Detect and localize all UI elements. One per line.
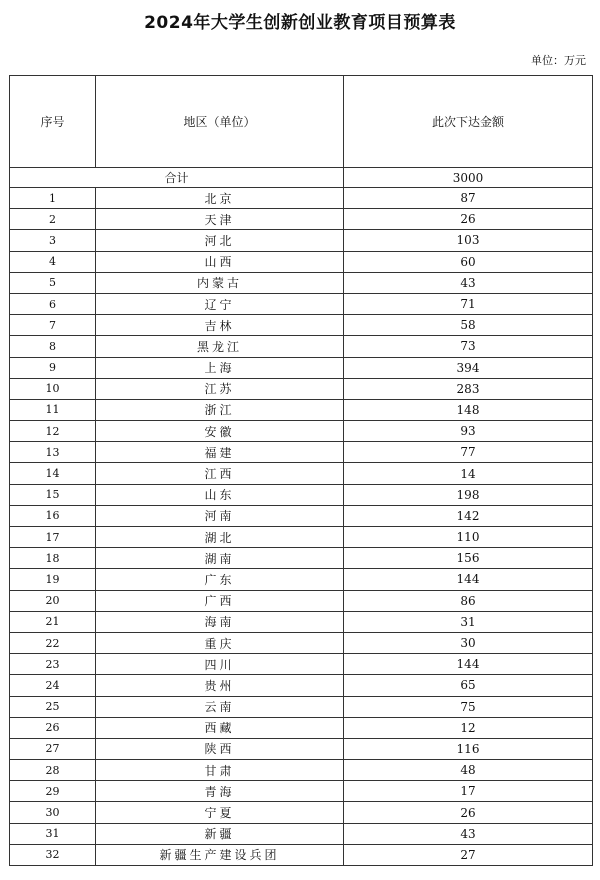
row-amount: 65: [344, 675, 593, 696]
table-row: [10, 378, 593, 399]
row-index: 5: [10, 272, 96, 293]
row-amount: 394: [344, 357, 593, 378]
total-label: 合计: [10, 168, 344, 188]
row-amount: 198: [344, 484, 593, 505]
table-row: [10, 844, 593, 865]
row-region: 贵州: [96, 675, 344, 696]
row-amount: 14: [344, 463, 593, 484]
row-amount: 283: [344, 378, 593, 399]
row-amount: 43: [344, 272, 593, 293]
row-region: 辽宁: [96, 293, 344, 314]
row-amount: 17: [344, 781, 593, 802]
row-amount: 60: [344, 251, 593, 272]
page-title: 2024年大学生创新创业教育项目预算表: [144, 13, 456, 33]
budget-table: [9, 75, 593, 866]
row-region: 山东: [96, 484, 344, 505]
table-row: [10, 802, 593, 823]
table-row: [10, 293, 593, 314]
header-row: [10, 76, 593, 168]
row-region: 甘肃: [96, 760, 344, 781]
row-index: 25: [10, 696, 96, 717]
row-amount: 12: [344, 717, 593, 738]
row-region: 上海: [96, 357, 344, 378]
row-index: 17: [10, 527, 96, 548]
row-amount: 77: [344, 442, 593, 463]
table-row: [10, 781, 593, 802]
row-region: 北京: [96, 188, 344, 209]
table-row: [10, 442, 593, 463]
row-index: 11: [10, 399, 96, 420]
row-index: 26: [10, 717, 96, 738]
row-region: 河南: [96, 505, 344, 526]
row-index: 23: [10, 654, 96, 675]
table-body: [10, 168, 593, 866]
table-row: [10, 463, 593, 484]
row-index: 4: [10, 251, 96, 272]
row-region: 新疆生产建设兵团: [96, 844, 344, 865]
table-row: [10, 696, 593, 717]
row-index: 18: [10, 548, 96, 569]
row-index: 24: [10, 675, 96, 696]
row-index: 12: [10, 421, 96, 442]
table-row: [10, 548, 593, 569]
table-row: [10, 654, 593, 675]
row-index: 3: [10, 230, 96, 251]
row-index: 28: [10, 760, 96, 781]
row-amount: 87: [344, 188, 593, 209]
table-row: [10, 315, 593, 336]
row-amount: 86: [344, 590, 593, 611]
table-row: [10, 675, 593, 696]
table-row: [10, 738, 593, 759]
table-row: [10, 421, 593, 442]
table-row: [10, 717, 593, 738]
row-amount: 26: [344, 209, 593, 230]
table-row: [10, 336, 593, 357]
row-region: 重庆: [96, 632, 344, 653]
row-index: 22: [10, 632, 96, 653]
table-row: [10, 484, 593, 505]
table-row: [10, 188, 593, 209]
table-row: [10, 527, 593, 548]
table-row: [10, 611, 593, 632]
row-region: 安徽: [96, 421, 344, 442]
row-region: 海南: [96, 611, 344, 632]
row-region: 内蒙古: [96, 272, 344, 293]
row-amount: 30: [344, 632, 593, 653]
row-region: 江苏: [96, 378, 344, 399]
row-amount: 43: [344, 823, 593, 844]
row-amount: 31: [344, 611, 593, 632]
row-region: 天津: [96, 209, 344, 230]
table-row: [10, 357, 593, 378]
table-row: [10, 399, 593, 420]
row-amount: 75: [344, 696, 593, 717]
row-region: 湖南: [96, 548, 344, 569]
unit-label: 单位：万元: [531, 54, 586, 67]
table-row: [10, 272, 593, 293]
row-region: 山西: [96, 251, 344, 272]
row-index: 13: [10, 442, 96, 463]
row-index: 7: [10, 315, 96, 336]
row-region: 浙江: [96, 399, 344, 420]
row-region: 四川: [96, 654, 344, 675]
row-index: 20: [10, 590, 96, 611]
total-row: [10, 168, 593, 188]
row-index: 8: [10, 336, 96, 357]
row-region: 青海: [96, 781, 344, 802]
row-index: 14: [10, 463, 96, 484]
row-amount: 148: [344, 399, 593, 420]
table-row: [10, 823, 593, 844]
row-index: 29: [10, 781, 96, 802]
row-amount: 110: [344, 527, 593, 548]
row-amount: 144: [344, 569, 593, 590]
row-amount: 144: [344, 654, 593, 675]
row-index: 10: [10, 378, 96, 399]
row-region: 江西: [96, 463, 344, 484]
row-amount: 58: [344, 315, 593, 336]
row-region: 陕西: [96, 738, 344, 759]
row-index: 6: [10, 293, 96, 314]
row-region: 西藏: [96, 717, 344, 738]
row-region: 湖北: [96, 527, 344, 548]
row-amount: 48: [344, 760, 593, 781]
row-index: 9: [10, 357, 96, 378]
table-row: [10, 251, 593, 272]
table-row: [10, 505, 593, 526]
row-index: 32: [10, 844, 96, 865]
row-region: 黑龙江: [96, 336, 344, 357]
total-amount: 3000: [344, 168, 593, 188]
header-index: 序号: [10, 76, 96, 168]
row-amount: 103: [344, 230, 593, 251]
row-amount: 73: [344, 336, 593, 357]
header-amount: 此次下达金额: [344, 76, 593, 168]
row-amount: 116: [344, 738, 593, 759]
table-row: [10, 760, 593, 781]
row-amount: 156: [344, 548, 593, 569]
row-region: 宁夏: [96, 802, 344, 823]
table-row: [10, 632, 593, 653]
row-index: 2: [10, 209, 96, 230]
row-region: 新疆: [96, 823, 344, 844]
table-row: [10, 230, 593, 251]
table-row: [10, 209, 593, 230]
row-amount: 142: [344, 505, 593, 526]
row-region: 云南: [96, 696, 344, 717]
row-index: 31: [10, 823, 96, 844]
row-region: 福建: [96, 442, 344, 463]
row-amount: 71: [344, 293, 593, 314]
table-row: [10, 569, 593, 590]
table-row: [10, 590, 593, 611]
row-amount: 26: [344, 802, 593, 823]
row-index: 21: [10, 611, 96, 632]
row-index: 30: [10, 802, 96, 823]
row-amount: 93: [344, 421, 593, 442]
row-index: 19: [10, 569, 96, 590]
header-region: 地区（单位）: [96, 76, 344, 168]
row-index: 16: [10, 505, 96, 526]
row-region: 广西: [96, 590, 344, 611]
row-index: 1: [10, 188, 96, 209]
row-region: 广东: [96, 569, 344, 590]
row-index: 27: [10, 738, 96, 759]
row-region: 河北: [96, 230, 344, 251]
row-index: 15: [10, 484, 96, 505]
row-amount: 27: [344, 844, 593, 865]
row-region: 吉林: [96, 315, 344, 336]
